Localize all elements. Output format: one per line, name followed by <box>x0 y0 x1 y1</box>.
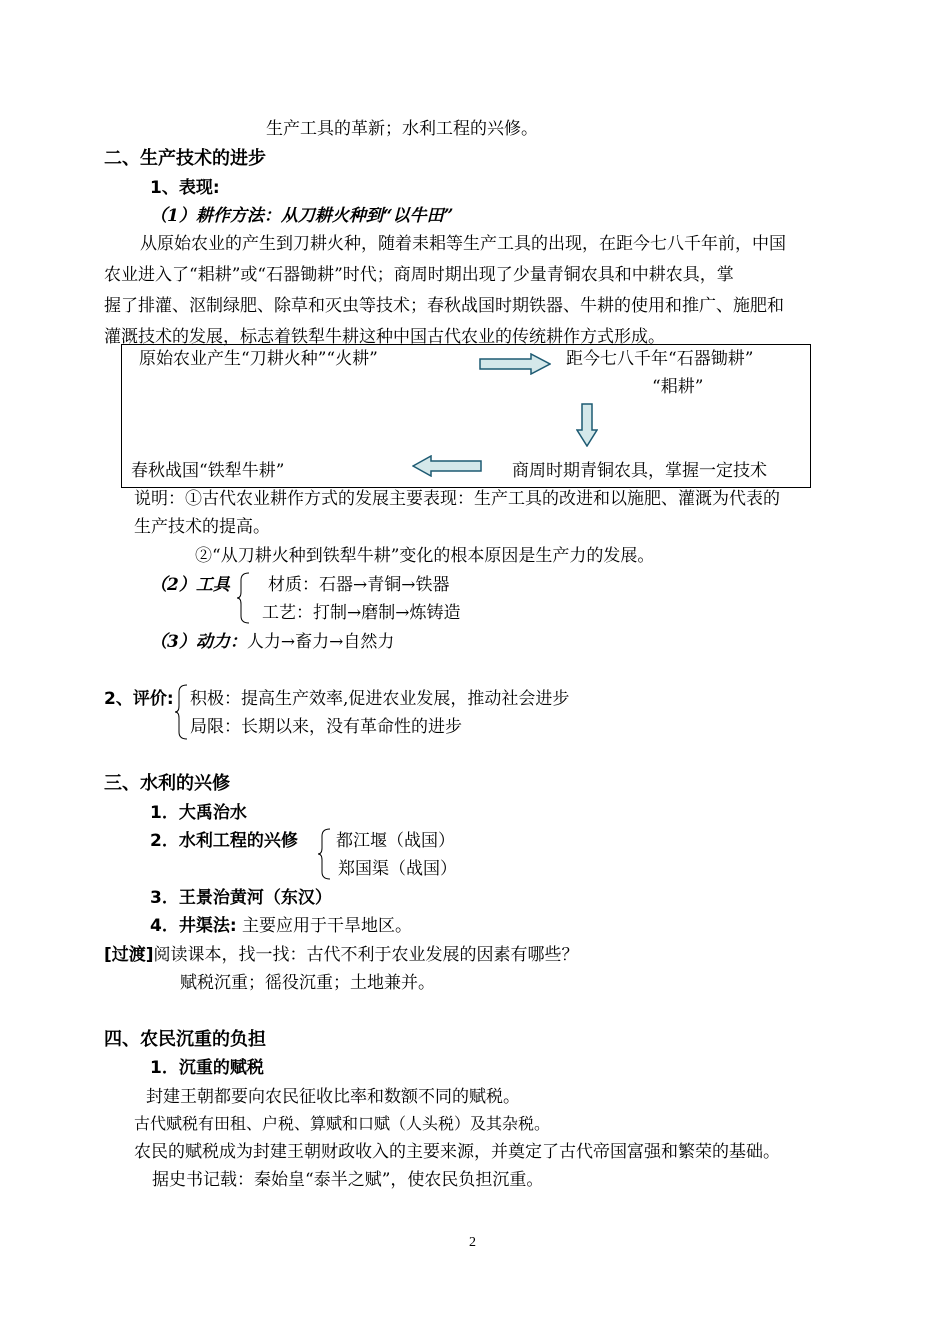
tools-material: 材质：石器→青铜→铁器 <box>268 575 450 595</box>
tools-label: （2）工具 <box>150 575 230 595</box>
eval-positive: 积极：提高生产效率,促进农业发展，推动社会进步 <box>190 689 570 709</box>
farming-paragraph <box>104 229 848 353</box>
para-line-2: 农业进入了“耜耕”或“石器锄耕”时代；商周时期出现了少量青铜农具和中耕农具，掌 <box>104 265 734 285</box>
sec3-item-1: 1．大禹治水 <box>150 803 247 823</box>
arrow-left-icon <box>412 455 482 477</box>
tax-line-3: 农民的赋税成为封建王朝财政收入的主要来源，并奠定了古代帝国富强和繁荣的基础。 <box>134 1142 780 1162</box>
flow-box-4: 春秋战国“铁犁牛耕” <box>131 461 285 481</box>
tax-line-4: 据史书记载：秦始皇“泰半之赋”，使农民负担沉重。 <box>152 1170 544 1190</box>
note-line-1: 说明：①古代农业耕作方式的发展主要表现：生产工具的改进和以施肥、灌溉为代表的 <box>134 489 780 509</box>
flow-box-1: 原始农业产生“刀耕火种”“火耕” <box>139 349 378 369</box>
subheading-farming-method: （1）耕作方法：从刀耕火种到“以牛田” <box>150 206 454 226</box>
arrow-down-icon <box>576 403 598 447</box>
transition-text: 阅读课本，找一找：古代不利于农业发展的因素有哪些？ <box>153 945 579 965</box>
para-line-1: 从原始农业的产生到刀耕火种，随着耒耜等生产工具的出现，在距今七八千年前，中国 <box>140 234 786 254</box>
tax-line-1: 封建王朝都要向农民征收比率和数额不同的赋税。 <box>146 1087 520 1107</box>
section-3-title: 三、水利的兴修 <box>104 773 230 794</box>
section-4-title: 四、农民沉重的负担 <box>104 1029 266 1050</box>
sec3-item-2: 2．水利工程的兴修 <box>150 831 298 851</box>
sec4-item-1: 1．沉重的赋税 <box>150 1058 264 1078</box>
eval-limitation: 局限：长期以来，没有革命性的进步 <box>190 717 462 737</box>
zhengguoqu: 郑国渠（战国） <box>338 859 457 879</box>
sec3-item-4 <box>150 916 412 936</box>
flow-box-2a: 距今七八千年“石器锄耕” <box>566 349 754 369</box>
irrigation-brace-icon <box>317 828 331 880</box>
flow-box-2b: “耜耕” <box>652 377 704 397</box>
well-canal-text: 主要应用于干旱地区。 <box>242 916 413 936</box>
power-row <box>150 632 394 652</box>
note-line-2: 生产技术的提高。 <box>134 517 270 537</box>
tools-craft: 工艺：打制→磨制→炼铸造 <box>262 603 461 623</box>
eval-brace-icon <box>174 684 188 740</box>
top-line: 生产工具的革新；水利工程的兴修。 <box>266 119 538 139</box>
eval-label: 2、评价: <box>104 689 174 709</box>
sec3-item-3: 3．王景治黄河（东汉） <box>150 888 332 908</box>
farming-flow-diagram <box>121 344 811 488</box>
transition-row <box>104 945 579 965</box>
section-2-title: 二、生产技术的进步 <box>104 148 266 169</box>
transition-answer: 赋税沉重；徭役沉重；土地兼并。 <box>180 973 435 993</box>
para-line-4: 灌溉技术的发展，标志着铁犁牛耕这种中国古代农业的传统耕作方式形成。 <box>104 327 665 347</box>
para-line-3: 握了排灌、沤制绿肥、除草和灭虫等技术；春秋战国时期铁器、牛耕的使用和推广、施肥和 <box>104 296 784 316</box>
transition-label: [过渡] <box>104 945 154 965</box>
note-line-3: ②“从刀耕火种到铁犁牛耕”变化的根本原因是生产力的发展。 <box>195 546 655 566</box>
well-canal-label: 4．井渠法: <box>150 916 237 936</box>
tools-brace-icon <box>236 572 250 624</box>
arrow-right-icon <box>479 353 551 375</box>
tax-line-2: 古代赋税有田租、户税、算赋和口赋（人头税）及其杂税。 <box>134 1114 551 1133</box>
dujiangyan: 都江堰（战国） <box>336 831 455 851</box>
item-1-heading: 1、表现: <box>150 178 220 198</box>
power-label: （3）动力： <box>150 632 247 652</box>
flow-box-3: 商周时期青铜农具，掌握一定技术 <box>512 461 767 481</box>
power-text: 人力→畜力→自然力 <box>246 632 395 652</box>
page-number: 2 <box>469 1235 476 1250</box>
